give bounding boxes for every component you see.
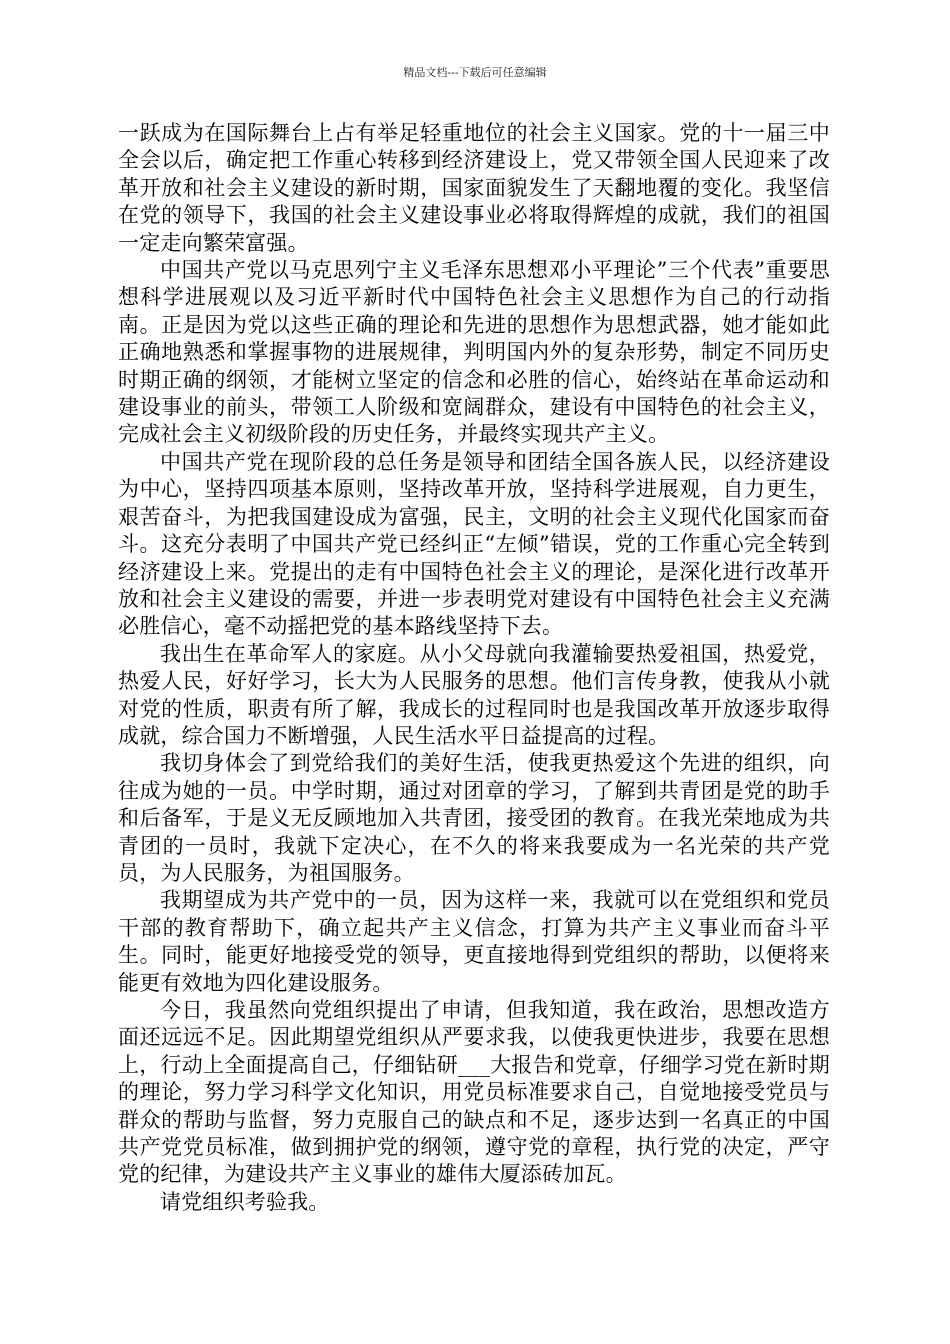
page-header: 精品文档---下载后可任意编辑: [403, 66, 547, 79]
paragraph-continuation: 一跃成为在国际舞台上占有举足轻重地位的社会主义国家。党的十一届三中全会以后，确定把工作重心转移到经济建设上，党又带领全国人民迎来了改革开放和社会主义建设的新时期，国家面貌发生了天翻地覆的变化。我坚信在党的领导下，我国的社会主义建设事业必将取得辉煌的成就，我们的祖国一定走向繁荣富强。: [118, 121, 830, 255]
document-body: [118, 120, 830, 1216]
paragraph: 今日，我虽然向党组织提出了申请，但我知道，我在政治，思想改造方面还远远不足。因此期望党组织从严要求我，以使我更快进步，我要在思想上，行动上全面提高自己，仔细钻研___大报告和党章，仔细学习党在新时期的理论，努力学习科学文化知识，用党员标准要求自己，自觉地接受党员与群众的帮助与监督，努力克服自己的缺点和不足，逐步达到一名真正的中国共产党党员标准，做到拥护党的纲领，遵守党的章程，执行党的决定，严守党的纪律，为建设共产主义事业的雄伟大厦添砖加瓦。: [118, 998, 830, 1187]
paragraph: 我出生在革命军人的家庭。从小父母就向我灌输要热爱祖国，热爱党，热爱人民，好好学习，长大为人民服务的思想。他们言传身教，使我从小就对党的性质，职责有所了解，我成长的过程同时也是我国改革开放逐步取得成就，综合国力不断增强，人民生活水平日益提高的过程。: [118, 641, 830, 748]
paragraph: 我期望成为共产党中的一员，因为这样一来，我就可以在党组织和党员干部的教育帮助下，确立起共产主义信念，打算为共产主义事业而奋斗平生。同时，能更好地接受党的领导，更直接地得到党组织的帮助，以便将来能更有效地为四化建设服务。: [118, 888, 830, 995]
paragraph: 中国共产党在现阶段的总任务是领导和团结全国各族人民，以经济建设为中心，坚持四项基本原则，坚持改革开放，坚持科学进展观，自力更生，艰苦奋斗，为把我国建设成为富强，民主，文明的社会主义现代化国家而奋斗。这充分表明了中国共产党已经纠正“左倾”错误，党的工作重心完全转到经济建设上来。党提出的走有中国特色社会主义的理论，是深化进行改革开放和社会主义建设的需要，并进一步表明党对建设有中国特色社会主义充满必胜信心，毫不动摇把党的基本路线坚持下去。: [118, 449, 830, 639]
paragraph: 中国共产党以马克思列宁主义毛泽东思想邓小平理论”三个代表”重要思想科学进展观以及习近平新时代中国特色社会主义思想作为自己的行动指南。正是因为党以这些正确的理论和先进的思想作为思想武器，她才能如此正确地熟悉和掌握事物的进展规律，判明国内外的复杂形势，制定不同历史时期正确的纲领，才能树立坚定的信念和必胜的信心，始终站在革命运动和建设事业的前头，带领工人阶级和宽阔群众，建设有中国特色的社会主义，完成社会主义初级阶段的历史任务，并最终实现共产主义。: [118, 258, 830, 447]
paragraph: 我切身体会了到党给我们的美好生活，使我更热爱这个先进的组织，向往成为她的一员。中学时期，通过对团章的学习，了解到共青团是党的助手和后备军，于是义无反顾地加入共青团，接受团的教育。在我光荣地成为共青团的一员时，我就下定决心，在不久的将来我要成为一名光荣的共产党员，为人民服务，为祖国服务。: [118, 751, 830, 885]
closing-line: 请党组织考验我。: [160, 1189, 330, 1214]
